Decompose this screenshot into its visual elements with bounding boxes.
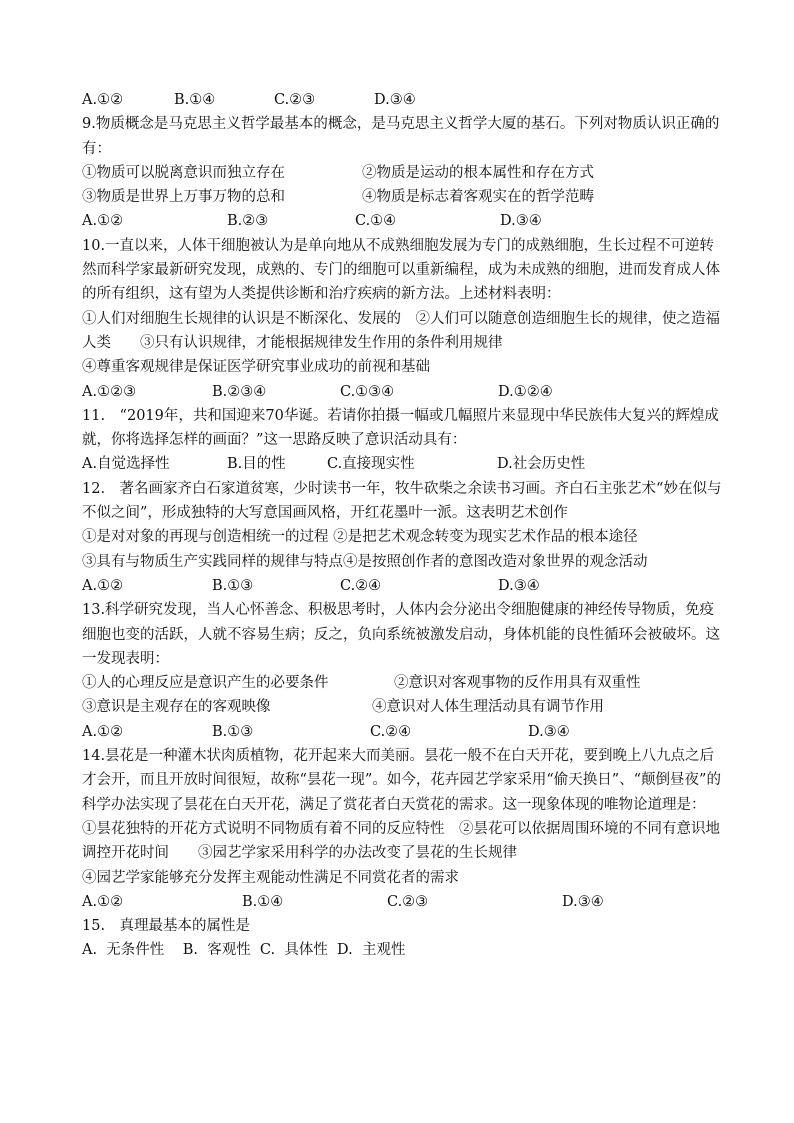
q13-statement-2: ②意识对客观事物的反作用具有双重性: [394, 675, 641, 692]
q13-option-c: C.②④: [370, 723, 412, 740]
q9-statement-1: ①物质可以脱离意识而独立存在: [82, 164, 285, 181]
q14-options: [82, 890, 722, 914]
q11-option-d: D.社会历史性: [497, 456, 586, 473]
q12-stem: 12. 著名画家齐白石家道贫寒，少时读书一年，牧牛砍柴之余读书习画。齐白石主张艺术“妙在似与不似之间”，形成独特的大写意国画风格，开红花墨叶一派。这表明艺术创作: [82, 480, 722, 522]
q8-options: [82, 88, 722, 112]
q9-statements-row1: [82, 161, 722, 185]
q13-option-b: B.①③: [212, 723, 254, 740]
q10-option-d: D.①②④: [498, 383, 553, 400]
q11-option-c: C.直接现实性: [327, 456, 415, 473]
q10-option-b: B.②③④: [212, 383, 267, 400]
q14-statement-4: ④园艺学家能够充分发挥主观能动性满足不同赏花者的需求: [82, 869, 459, 886]
q10-statement-4: ④尊重客观规律是保证医学研究事业成功的前视和基础: [82, 359, 430, 376]
q11-option-a: A.自觉选择性: [82, 456, 170, 473]
q12-statements-34: ③具有与物质生产实践同样的规律与特点④是按照创作者的意图改造对象世界的观念活动: [82, 553, 648, 570]
q9-statement-2: ②物质是运动的根本属性和存在方式: [362, 164, 594, 181]
q13-statements-row2: [82, 695, 722, 719]
q11-stem: 11. “2019年，共和国迎来70华诞。若请你拍摄一幅或几幅照片来显现中华民族伟大复兴的辉煌成就，你将选择怎样的画面？”这一思路反映了意识活动具有：: [82, 407, 719, 449]
exam-page: [82, 88, 722, 963]
q13-statement-1: ①人的心理反应是意识产生的必要条件: [82, 675, 329, 692]
q12-options: [82, 574, 722, 598]
q13-options: [82, 720, 722, 744]
q9-option-b: B.②③: [227, 213, 269, 230]
q14-option-b: B.①④: [242, 893, 284, 910]
q9-options: [82, 209, 722, 233]
q8-option-c: C.②③: [274, 92, 316, 108]
q8-option-b: B.①④: [174, 92, 216, 108]
q12-statements-12: ①是对对象的再现与创造相统一的过程 ②是把艺术观念转变为现实艺术作品的根本途径: [82, 529, 638, 546]
q14-stem: 14.昙花是一种灌木状肉质植物，花开起来大而美丽。昙花一般不在白天开花，要到晚上八九点之后才会开，而且开放时间很短，故称“昙花一现”。如今，花卉园艺学家采用“偷天换日”、“颠倒昼夜”的科学办法实现了昙花在白天开花，满足了赏花者白天赏花的需求。这一现象体现的唯物论道理是：: [82, 748, 721, 813]
q11-options: [82, 452, 722, 476]
q14-option-c: C.②③: [387, 893, 429, 910]
q12-option-c: C.②④: [340, 577, 382, 594]
q10-stem: 10.一直以来，人体干细胞被认为是单向地从不成熟细胞发展为专门的成熟细胞，生长过程不可逆转然而科学家最新研究发现，成熟的、专门的细胞可以重新编程，成为未成熟的细胞，进而发育成人体的所有组织，这有望为人类提供诊断和治疗疾病的新方法。上述材料表明：: [82, 237, 720, 303]
q13-option-a: A.①②: [82, 723, 124, 740]
q15-stem: 15. 真理最基本的属性是: [82, 918, 251, 935]
q14-statements-123: ①昙花独特的开花方式说明不同物质有着不同的反应特性 ②昙花可以依据周围环境的不同有意识地调控开花时间 ③园艺学家采用科学的办法改变了昙花的生长规律: [82, 820, 720, 862]
q9-option-a: A.①②: [82, 213, 124, 230]
q13-stem: 13.科学研究发现，当人心怀善念、积极思考时，人体内会分泌出令细胞健康的神经传导物质，免疫细胞也变的活跃，人就不容易生病；反之，负向系统被激发启动，身体机能的良性循环会被破坏。这一发现表明：: [82, 602, 720, 667]
q12-option-d: D.③④: [498, 577, 540, 594]
q12-option-a: A.①②: [82, 577, 124, 594]
q13-option-d: D.③④: [528, 723, 570, 740]
q9-option-d: D.③④: [500, 213, 542, 230]
q8-option-a: A.①②: [82, 92, 124, 108]
q9-statement-3: ③物质是世界上万事万物的总和: [82, 189, 285, 206]
q9-stem: 9.物质概念是马克思主义哲学最基本的概念，是马克思主义哲学大厦的基石。下列对物质认识正确的有：: [82, 116, 720, 157]
q13-statements-row1: [82, 671, 722, 695]
q13-statement-3: ③意识是主观存在的客观映像: [82, 699, 271, 716]
q13-statement-4: ④意识对人体生理活动具有调节作用: [372, 699, 604, 716]
q10-statements-123: ①人们对细胞生长规律的认识是不断深化、发展的 ②人们可以随意创造细胞生长的规律，使之造福人类 ③只有认识规律，才能根据规律发生作用的条件利用规律: [82, 310, 720, 351]
q14-option-d: D.③④: [562, 893, 604, 910]
q10-options: [82, 380, 722, 404]
q9-statements-row2: [82, 185, 722, 209]
q10-option-c: C.①③④: [340, 383, 395, 400]
q9-statement-4: ④物质是标志着客观实在的哲学范畴: [362, 189, 594, 206]
q11-option-b: B.目的性: [227, 456, 286, 473]
q12-option-b: B.①③: [212, 577, 254, 594]
q8-option-d: D.③④: [374, 92, 416, 108]
q15-options: A. 无条件性 B. 客观性 C. 具体性 D. 主观性: [82, 942, 406, 959]
q9-option-c: C.①④: [355, 213, 397, 230]
q10-option-a: A.①②③: [82, 383, 137, 400]
q14-option-a: A.①②: [82, 893, 124, 910]
